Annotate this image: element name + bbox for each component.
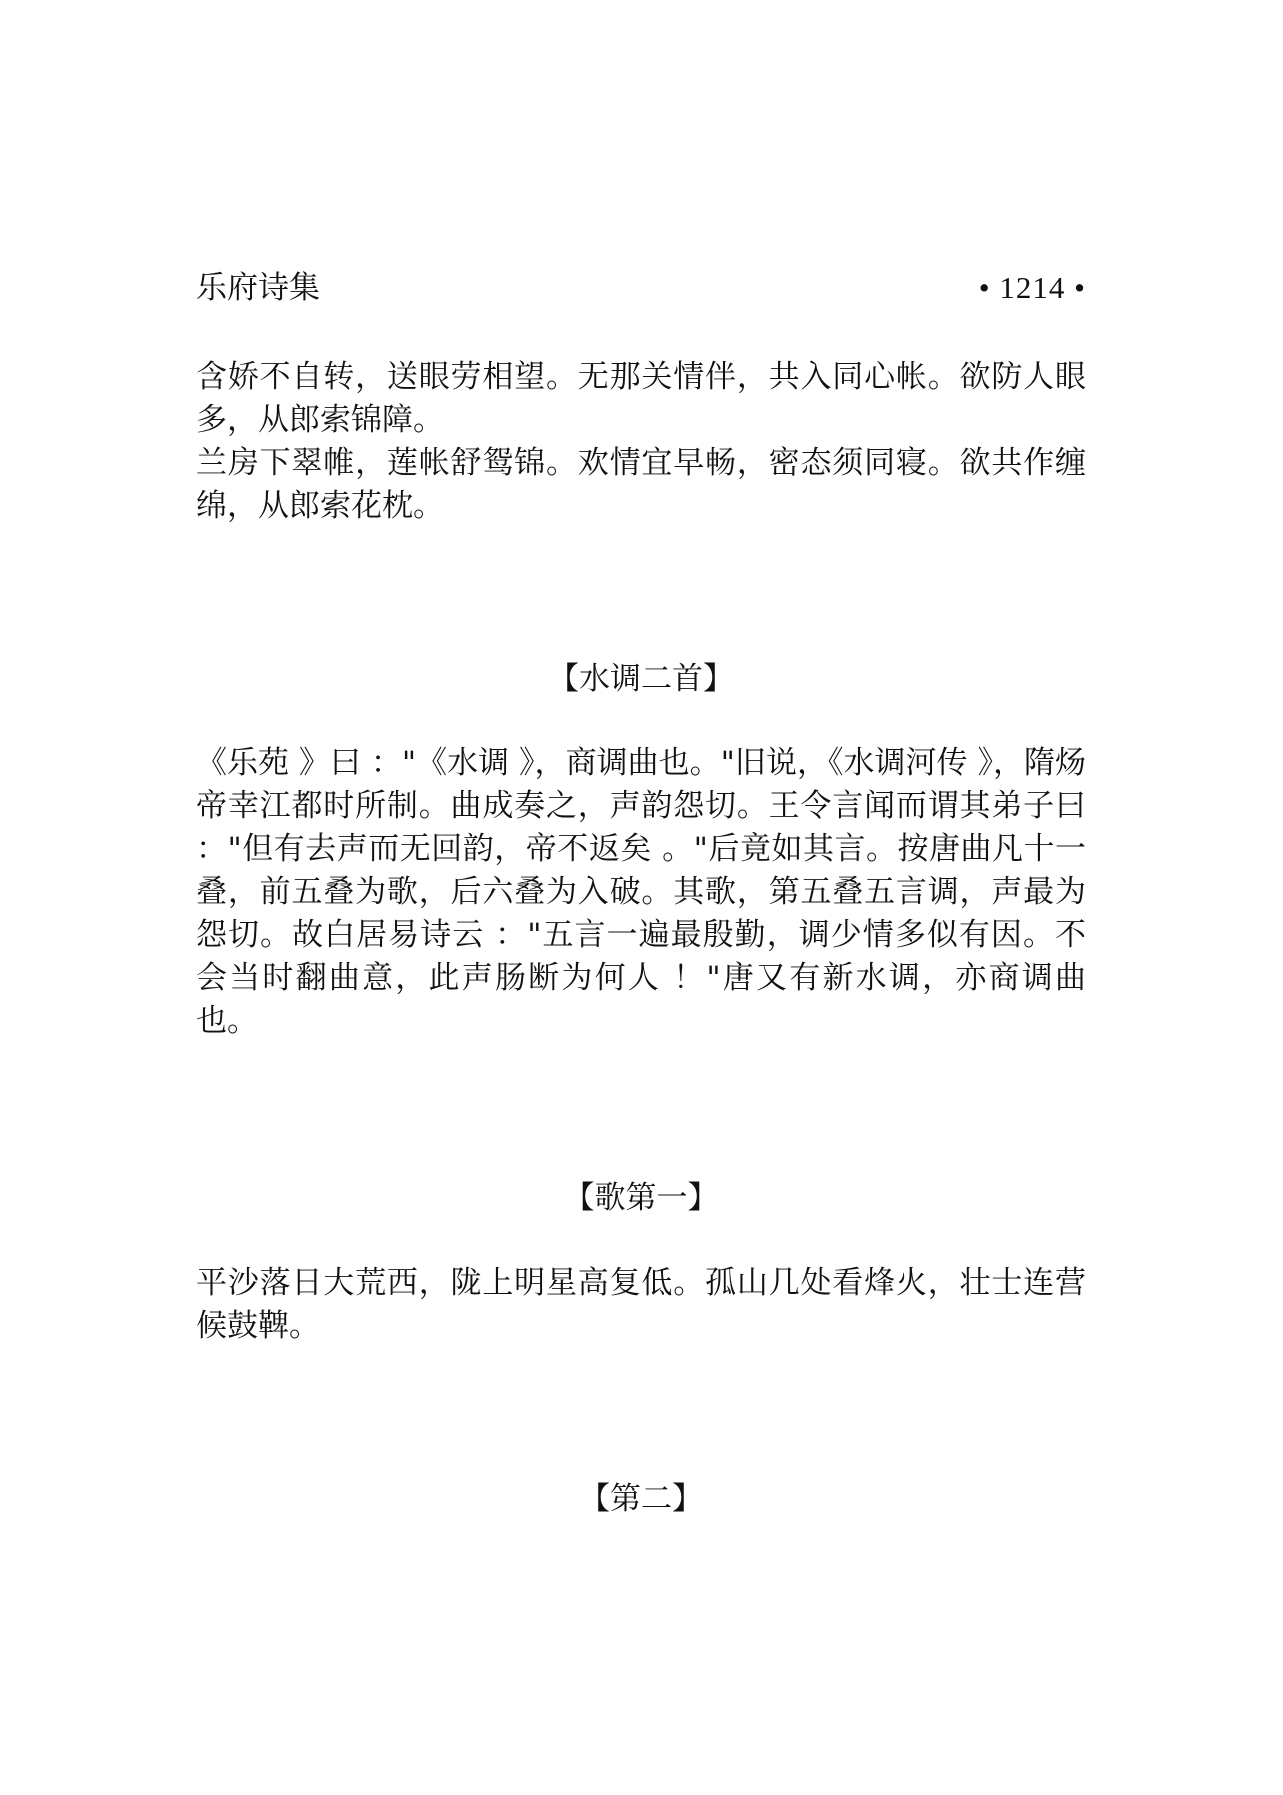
poem-stanza-2: 兰房下翠帷，莲帐舒鸳锦。欢情宜早畅，密态须同寝。欲共作缠绵，从郎索花枕。 xyxy=(196,445,1086,524)
running-header xyxy=(196,268,1086,308)
song-1-text: 平沙落日大荒西，陇上明星高复低。孤山几处看烽火，壮士连营候鼓鞞。 xyxy=(196,1265,1086,1344)
book-title: 乐府诗集 xyxy=(196,270,320,306)
section-heading-shuidiao: 【水调二首】 xyxy=(548,661,734,697)
document-page xyxy=(196,0,1086,1795)
section-preface: 《乐苑 》曰 ："《水调 》，商调曲也。"旧说，《水调河传 》，隋炀帝幸江都时所制。曲成奏之，声韵怨切。王令言闻而谓其弟子曰 ："但有去声而无回韵，帝不返矣 。"后竟如其言。按唐曲凡十一叠，前五叠为歌，后六叠为入破。其歌，第五叠五言调，声最为怨切。故白居易诗云 ："五言一遍最殷勤，调少情多似有因。不会当时翻曲意，此声肠断为何人 ！"唐又有新水调，亦商调曲也。 xyxy=(196,745,1086,1039)
section-heading-song-1: 【歌第一】 xyxy=(563,1180,719,1216)
section-heading-song-2: 【第二】 xyxy=(579,1481,703,1517)
poem-stanza-1: 含娇不自转，送眼劳相望。无那关情伴，共入同心帐。欲防人眼多，从郎索锦障。 xyxy=(196,359,1086,438)
page-number: • 1214 • xyxy=(978,270,1086,305)
